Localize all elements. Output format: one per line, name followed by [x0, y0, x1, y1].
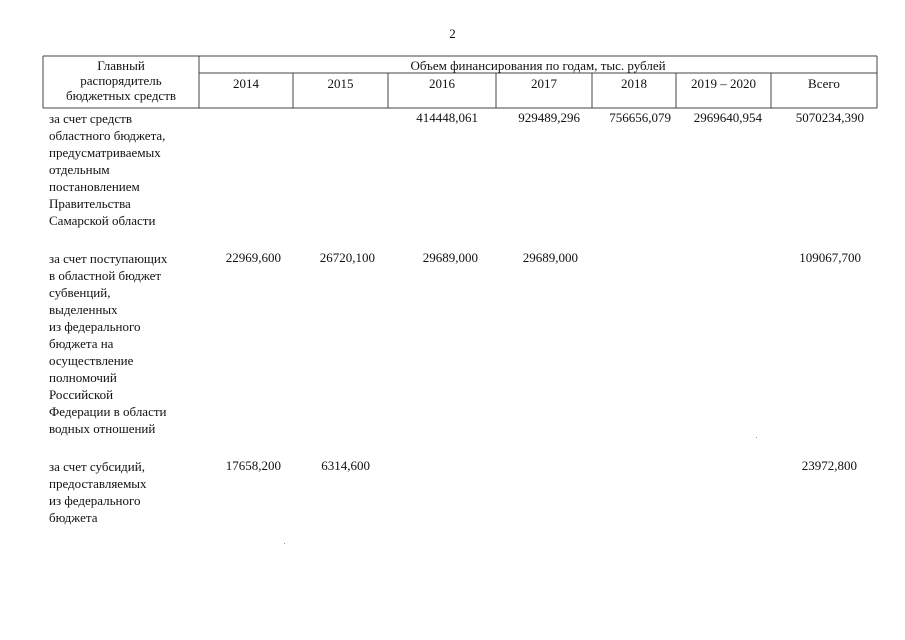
cell-value: 26720,100: [319, 250, 375, 265]
cell-value: 756656,079: [609, 110, 671, 125]
desc-line: предоставляемых: [49, 476, 147, 491]
page-number: 2: [449, 26, 456, 41]
header-col0-line: бюджетных средств: [65, 88, 177, 103]
desc-line: выделенных: [49, 302, 118, 317]
cell-value: 17658,200: [225, 458, 281, 473]
desc-line: Самарской области: [49, 213, 156, 228]
header-col0-line: Главный: [97, 58, 145, 73]
row-description: [49, 110, 199, 229]
cell-value: 23972,800: [801, 458, 857, 473]
desc-line: Российской: [49, 387, 114, 402]
desc-line: из федерального: [49, 319, 141, 334]
desc-line: осуществление: [49, 353, 134, 368]
desc-line: Федерации в области: [49, 404, 167, 419]
cell-value: 109067,700: [799, 250, 861, 265]
cell-value: 929489,296: [518, 110, 580, 125]
desc-line: полномочий: [49, 370, 117, 385]
desc-line: постановлением: [49, 179, 140, 194]
desc-line: за счет средств: [49, 111, 132, 126]
desc-line: субвенций,: [49, 285, 111, 300]
cell-value: 2969640,954: [693, 110, 762, 125]
row-description: [49, 458, 199, 526]
desc-line: бюджета на: [49, 336, 114, 351]
header-total: Всего: [808, 76, 840, 91]
desc-line: в областной бюджет: [49, 268, 162, 283]
header-year-2017: 2017: [531, 76, 557, 91]
desc-line: отдельным: [49, 162, 110, 177]
desc-line: предусматриваемых: [49, 145, 161, 160]
scan-speck: [284, 543, 285, 544]
header-group-title: Объем финансирования по годам, тыс. рублей: [410, 58, 666, 73]
desc-line: водных отношений: [49, 421, 156, 436]
header-year-2016: 2016: [429, 76, 455, 91]
desc-line: за счет поступающих: [49, 251, 168, 266]
header-col0-line: распорядитель: [80, 73, 162, 88]
cell-value: 414448,061: [416, 110, 478, 125]
desc-line: за счет субсидий,: [49, 459, 145, 474]
scan-speck: [756, 437, 757, 438]
cell-value: 6314,600: [321, 458, 370, 473]
cell-value: 29689,000: [522, 250, 578, 265]
cell-value: 22969,600: [225, 250, 281, 265]
desc-line: областного бюджета,: [49, 128, 166, 143]
header-year-2015: 2015: [327, 76, 354, 91]
row-description: [49, 250, 199, 437]
header-year-2018: 2018: [621, 76, 647, 91]
header-year-2014: 2014: [233, 76, 259, 91]
desc-line: Правительства: [49, 196, 131, 211]
cell-value: 5070234,390: [795, 110, 864, 125]
desc-line: бюджета: [49, 510, 98, 525]
header-year-2019-2020: 2019 – 2020: [691, 76, 756, 91]
header-main-distributor: [44, 58, 198, 103]
desc-line: из федерального: [49, 493, 141, 508]
cell-value: 29689,000: [422, 250, 478, 265]
